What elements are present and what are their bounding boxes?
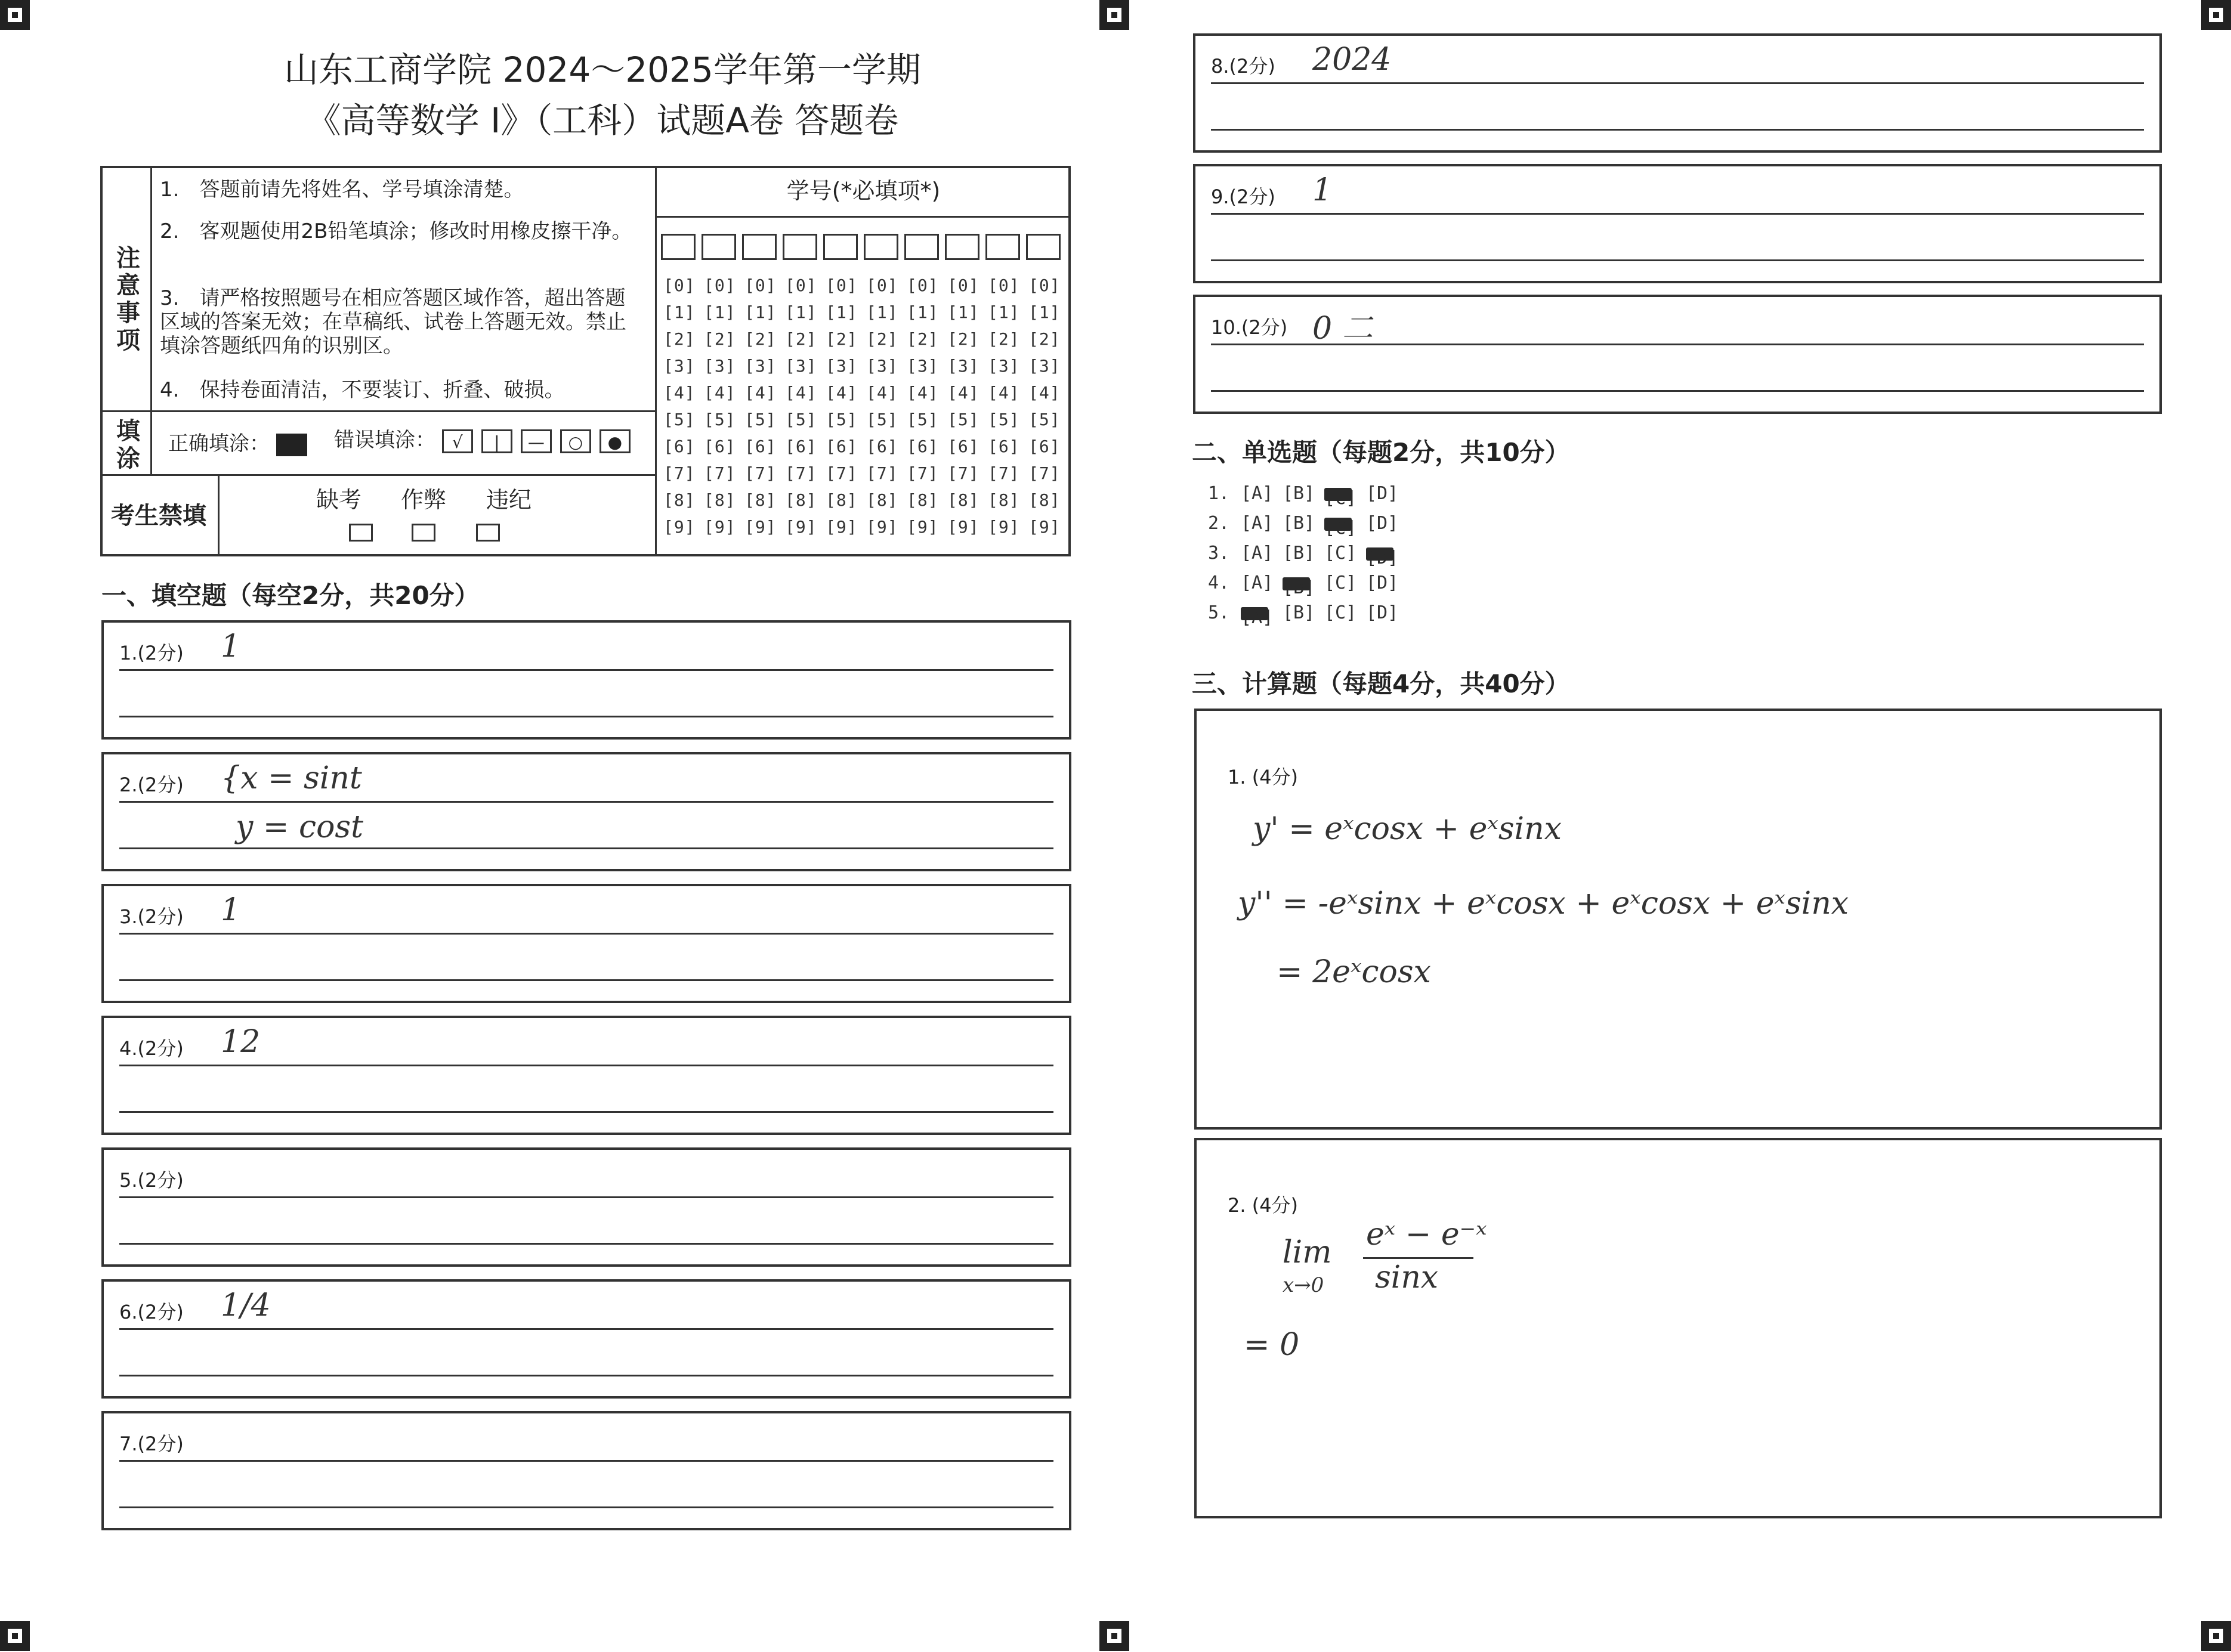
fill-question-6-label: 6.(2分) (119, 1301, 184, 1323)
fill-question-3-label: 3.(2分) (119, 905, 184, 928)
student-id-bubble[interactable]: [5] (744, 410, 777, 429)
student-id-cell[interactable] (742, 234, 777, 260)
corner-marker-bottom-right (2201, 1621, 2231, 1651)
fill-question-4-answer: 12 (221, 1024, 261, 1060)
student-id-bubble[interactable]: [6] (663, 437, 696, 456)
calc-2-lim: lim (1283, 1235, 1332, 1270)
restricted-label: 考生禁填 (111, 502, 206, 530)
student-id-bubble[interactable]: [4] (1028, 383, 1061, 403)
student-id-bubble[interactable]: [8] (866, 490, 898, 510)
student-id-bubble[interactable]: [8] (988, 490, 1020, 510)
student-id-bubble[interactable]: [7] (988, 463, 1020, 483)
student-id-bubble[interactable]: [3] (907, 356, 939, 376)
student-id-bubble[interactable]: [4] (663, 383, 696, 403)
fill-question-6-answer: 1/4 (221, 1288, 271, 1323)
student-id-bubble[interactable]: [8] (1028, 490, 1061, 510)
student-id-bubble[interactable]: [2] (704, 329, 736, 349)
student-id-bubble[interactable]: [8] (704, 490, 736, 510)
student-id-bubble[interactable]: [9] (947, 517, 979, 537)
student-id-cell[interactable] (864, 234, 898, 260)
dash-mark-icon: — (521, 429, 552, 453)
student-id-bubble[interactable]: [6] (1028, 437, 1061, 456)
student-id-bubble[interactable]: [9] (907, 517, 939, 537)
student-id-bubble[interactable]: [7] (907, 463, 939, 483)
choice-number: 2. (1208, 513, 1230, 534)
student-id-bubble[interactable]: [5] (907, 410, 939, 429)
choice-option-bubble[interactable]: [C] (1324, 602, 1357, 623)
student-id-bubble[interactable]: [6] (826, 437, 858, 456)
choice-row (1208, 483, 1408, 509)
fill-question-1-answer: 1 (221, 629, 241, 664)
fill-side-label: 填涂 (116, 417, 140, 472)
student-id-bubble[interactable]: [4] (704, 383, 736, 403)
choice-option-bubble[interactable]: [C] (1324, 487, 1357, 509)
student-id-cell[interactable] (904, 234, 939, 260)
fill-question-9-label: 9.(2分) (1211, 185, 1275, 208)
student-id-bubble[interactable]: [6] (947, 437, 979, 456)
student-id-bubble[interactable]: [4] (947, 383, 979, 403)
calc-2-fraction-bar (1363, 1257, 1473, 1259)
student-id-bubble[interactable]: [3] (988, 356, 1020, 376)
student-id-bubble[interactable]: [5] (1028, 410, 1061, 429)
fill-question-10-label: 10.(2分) (1211, 316, 1288, 339)
student-id-bubble[interactable]: [4] (826, 383, 858, 403)
fill-question-7-box[interactable] (101, 1411, 1071, 1530)
student-id-bubble[interactable]: [9] (663, 517, 696, 537)
student-id-bubble[interactable]: [7] (1028, 463, 1061, 483)
calc-question-2-box[interactable] (1194, 1138, 2162, 1518)
student-id-bubble[interactable]: [3] (1028, 356, 1061, 376)
choice-number: 5. (1208, 602, 1230, 623)
fill-question-9-box[interactable] (1193, 164, 2162, 283)
student-id-bubble[interactable]: [6] (744, 437, 777, 456)
student-id-bubble[interactable]: [1] (907, 302, 939, 322)
calc-1-answer-line-1: y' = eˣcosx + eˣsinx (1253, 811, 1562, 847)
choice-option-bubble[interactable]: [A] (1241, 513, 1274, 534)
student-id-bubble[interactable]: [0] (785, 276, 817, 295)
absent-checkbox[interactable] (349, 524, 373, 542)
student-id-bubble[interactable]: [1] (947, 302, 979, 322)
calc-1-answer-line-3: = 2eˣcosx (1277, 954, 1431, 990)
choice-number: 4. (1208, 573, 1230, 593)
student-id-bubble[interactable]: [1] (663, 302, 696, 322)
notice-item-3: 3. 请严格按照题号在相应答题区域作答，超出答题区域的答案无效；在草稿纸、试卷上答题无效。禁止填涂答题纸四角的识别区。 (160, 286, 626, 358)
student-id-bubble[interactable]: [0] (826, 276, 858, 295)
choice-row (1208, 573, 1408, 598)
student-id-bubble[interactable]: [5] (826, 410, 858, 429)
corner-marker-top-left (0, 0, 30, 30)
student-id-bubble[interactable]: [0] (988, 276, 1020, 295)
student-id-bubble[interactable]: [9] (1028, 517, 1061, 537)
student-id-bubble[interactable]: [6] (988, 437, 1020, 456)
student-id-cell[interactable] (1026, 234, 1061, 260)
calc-2-denominator: sinx (1375, 1260, 1439, 1295)
calc-question-2-label: 2. (4分) (1228, 1194, 1299, 1217)
choice-option-bubble[interactable]: [D] (1366, 573, 1399, 593)
fill-question-2-label: 2.(2分) (119, 774, 184, 796)
wrong-fill-example: 错误填涂： √ | — ○ ● (334, 428, 639, 453)
fill-question-2-answer: {x = sint (221, 760, 362, 796)
student-id-cell[interactable] (783, 234, 817, 260)
choice-number: 1. (1208, 483, 1230, 504)
student-id-bubble[interactable]: [9] (826, 517, 858, 537)
fill-question-3-answer: 1 (221, 892, 241, 928)
student-id-bubble[interactable]: [1] (785, 302, 817, 322)
choice-option-bubble[interactable]: [A] (1241, 573, 1274, 593)
student-id-bubble[interactable]: [7] (866, 463, 898, 483)
student-id-bubble[interactable]: [1] (866, 302, 898, 322)
student-id-bubble[interactable]: [8] (785, 490, 817, 510)
student-id-bubble[interactable]: [2] (907, 329, 939, 349)
fill-question-10-answer: 0 二 (1312, 311, 1373, 347)
student-id-bubble[interactable]: [5] (785, 410, 817, 429)
filled-mark-icon (276, 434, 307, 456)
violation-checkbox[interactable] (476, 524, 500, 542)
fill-question-1-box[interactable] (101, 620, 1071, 740)
student-id-bubble[interactable]: [7] (785, 463, 817, 483)
fill-question-8-answer: 2024 (1312, 42, 1392, 78)
student-id-bubble[interactable]: [6] (907, 437, 939, 456)
student-id-bubble[interactable]: [6] (866, 437, 898, 456)
student-id-bubble[interactable]: [2] (826, 329, 858, 349)
choice-option-bubble[interactable]: [A] (1241, 483, 1274, 504)
student-id-cell[interactable] (823, 234, 858, 260)
calc-question-1-label: 1. (4分) (1228, 766, 1299, 788)
fill-question-5-label: 5.(2分) (119, 1169, 184, 1192)
choice-row (1208, 543, 1408, 568)
fill-question-2-answer-2: y = cost (236, 809, 364, 845)
student-id-bubble[interactable]: [0] (704, 276, 736, 295)
student-id-cell[interactable] (661, 234, 696, 260)
student-id-bubble[interactable]: [8] (907, 490, 939, 510)
corner-marker-bottom-center (1099, 1621, 1129, 1651)
choice-option-bubble[interactable]: [A] (1241, 543, 1274, 564)
student-id-bubble[interactable]: [7] (744, 463, 777, 483)
student-id-bubble[interactable]: [7] (826, 463, 858, 483)
correct-fill-example: 正确填涂： (168, 432, 307, 456)
student-id-bubble[interactable]: [1] (1028, 302, 1061, 322)
cheat-checkbox[interactable] (412, 524, 435, 542)
circle-mark-icon: ○ (560, 429, 591, 453)
choice-option-bubble[interactable]: [D] (1366, 483, 1399, 504)
student-id-bubble[interactable]: [7] (947, 463, 979, 483)
corner-marker-top-right (2201, 0, 2231, 30)
calc-2-result: = 0 (1244, 1327, 1300, 1363)
student-id-bubble[interactable]: [5] (947, 410, 979, 429)
student-id-bubble[interactable]: [1] (744, 302, 777, 322)
student-id-bubble[interactable]: [5] (663, 410, 696, 429)
student-id-cell[interactable] (945, 234, 979, 260)
student-id-bubble[interactable]: [0] (663, 276, 696, 295)
student-id-bubble[interactable]: [2] (947, 329, 979, 349)
bar-mark-icon: | (481, 429, 512, 453)
exam-title-line2: 《高等数学 I》（工科）试题A卷 答题卷 (306, 100, 899, 141)
choice-option-bubble[interactable]: [C] (1324, 573, 1357, 593)
student-id-bubble[interactable]: [0] (947, 276, 979, 295)
student-id-bubble[interactable]: [8] (947, 490, 979, 510)
student-id-bubble[interactable]: [2] (663, 329, 696, 349)
student-id-title: 学号(*必填项*) (786, 178, 941, 204)
choice-number: 3. (1208, 543, 1230, 564)
choice-option-bubble[interactable]: [D] (1366, 547, 1399, 568)
student-id-bubble[interactable]: [4] (988, 383, 1020, 403)
student-id-bubble[interactable]: [9] (988, 517, 1020, 537)
student-id-bubble[interactable]: [9] (785, 517, 817, 537)
student-id-bubble[interactable]: [5] (988, 410, 1020, 429)
choice-option-bubble[interactable]: [B] (1283, 513, 1315, 534)
calc-1-answer-line-2: y'' = -eˣsinx + eˣcosx + eˣcosx + eˣsinx (1238, 886, 1849, 921)
fill-question-3-box[interactable] (101, 884, 1071, 1003)
section2-title: 二、单选题（每题2分，共10分） (1192, 438, 1570, 467)
student-id-bubble[interactable]: [2] (744, 329, 777, 349)
student-id-cell[interactable] (702, 234, 736, 260)
choice-option-bubble[interactable]: [B] (1283, 602, 1315, 623)
section1-title: 一、填空题（每空2分，共20分） (101, 581, 480, 610)
choice-row (1208, 513, 1408, 539)
student-id-bubble[interactable]: [3] (744, 356, 777, 376)
calc-2-numerator: eˣ − e⁻ˣ (1366, 1217, 1487, 1252)
fill-question-1-label: 1.(2分) (119, 642, 184, 664)
student-id-bubble[interactable]: [4] (785, 383, 817, 403)
student-id-bubble[interactable]: [4] (744, 383, 777, 403)
choice-option-bubble[interactable]: [B] (1283, 577, 1315, 598)
student-id-bubble[interactable]: [0] (744, 276, 777, 295)
student-id-bubble[interactable]: [9] (704, 517, 736, 537)
student-id-bubble[interactable]: [3] (785, 356, 817, 376)
cheat-label: 作弊 (401, 487, 447, 513)
student-id-bubble[interactable]: [6] (785, 437, 817, 456)
choice-option-bubble[interactable]: [C] (1324, 517, 1357, 539)
student-id-bubble[interactable]: [1] (826, 302, 858, 322)
choice-option-bubble[interactable]: [A] (1241, 607, 1274, 628)
student-id-bubble[interactable]: [5] (866, 410, 898, 429)
student-id-bubble[interactable]: [6] (704, 437, 736, 456)
choice-option-bubble[interactable]: [D] (1366, 513, 1399, 534)
notice-item-1: 1. 答题前请先将姓名、学号填涂清楚。 (160, 178, 524, 202)
student-id-bubble[interactable]: [0] (1028, 276, 1061, 295)
dot-mark-icon: ● (600, 429, 631, 453)
fill-question-4-label: 4.(2分) (119, 1037, 184, 1060)
section3-title: 三、计算题（每题4分，共40分） (1192, 669, 1570, 698)
student-id-bubble[interactable]: [2] (1028, 329, 1061, 349)
notice-item-2: 2. 客观题使用2B铅笔填涂；修改时用橡皮擦干净。 (160, 219, 632, 243)
student-id-bubble[interactable]: [8] (663, 490, 696, 510)
notice-item-4: 4. 保持卷面清洁，不要装订、折叠、破损。 (160, 378, 565, 402)
student-id-bubble[interactable]: [2] (988, 329, 1020, 349)
student-id-bubble[interactable]: [0] (866, 276, 898, 295)
fill-question-5-box[interactable] (101, 1147, 1071, 1267)
student-id-bubble[interactable]: [8] (826, 490, 858, 510)
student-id-bubble[interactable]: [9] (866, 517, 898, 537)
student-id-bubble[interactable]: [4] (907, 383, 939, 403)
student-id-bubble[interactable]: [5] (704, 410, 736, 429)
student-id-bubble[interactable]: [1] (988, 302, 1020, 322)
corner-marker-top-center (1099, 0, 1129, 30)
calc-2-lim-sub: x→0 (1283, 1273, 1324, 1297)
notice-side-label: 注意事项 (116, 245, 140, 354)
student-id-bubble[interactable]: [3] (704, 356, 736, 376)
student-id-bubble[interactable]: [1] (704, 302, 736, 322)
choice-option-bubble[interactable]: [B] (1283, 543, 1315, 564)
student-id-bubble[interactable]: [8] (744, 490, 777, 510)
student-id-bubble[interactable]: [0] (907, 276, 939, 295)
choice-option-bubble[interactable]: [C] (1324, 543, 1357, 564)
student-id-bubble[interactable]: [3] (866, 356, 898, 376)
choice-option-bubble[interactable]: [B] (1283, 483, 1315, 504)
check-mark-icon: √ (442, 429, 473, 453)
student-id-bubble[interactable]: [7] (704, 463, 736, 483)
choice-option-bubble[interactable]: [D] (1366, 602, 1399, 623)
student-id-bubble[interactable]: [4] (866, 383, 898, 403)
fill-question-8-label: 8.(2分) (1211, 55, 1275, 78)
corner-marker-bottom-left (0, 1621, 30, 1651)
student-id-bubble[interactable]: [3] (663, 356, 696, 376)
student-id-bubble[interactable]: [9] (744, 517, 777, 537)
choice-row (1208, 602, 1408, 628)
student-id-bubble[interactable]: [3] (947, 356, 979, 376)
student-id-bubble[interactable]: [3] (826, 356, 858, 376)
student-id-bubble[interactable]: [2] (866, 329, 898, 349)
student-id-cell[interactable] (985, 234, 1020, 260)
absent-label: 缺考 (316, 487, 362, 513)
fill-question-9-answer: 1 (1312, 172, 1333, 208)
fill-question-7-label: 7.(2分) (119, 1433, 184, 1455)
student-id-bubble[interactable]: [7] (663, 463, 696, 483)
violation-label: 违纪 (486, 487, 532, 513)
exam-title-line1: 山东工商学院 2024～2025学年第一学期 (284, 50, 921, 90)
student-id-bubble[interactable]: [2] (785, 329, 817, 349)
